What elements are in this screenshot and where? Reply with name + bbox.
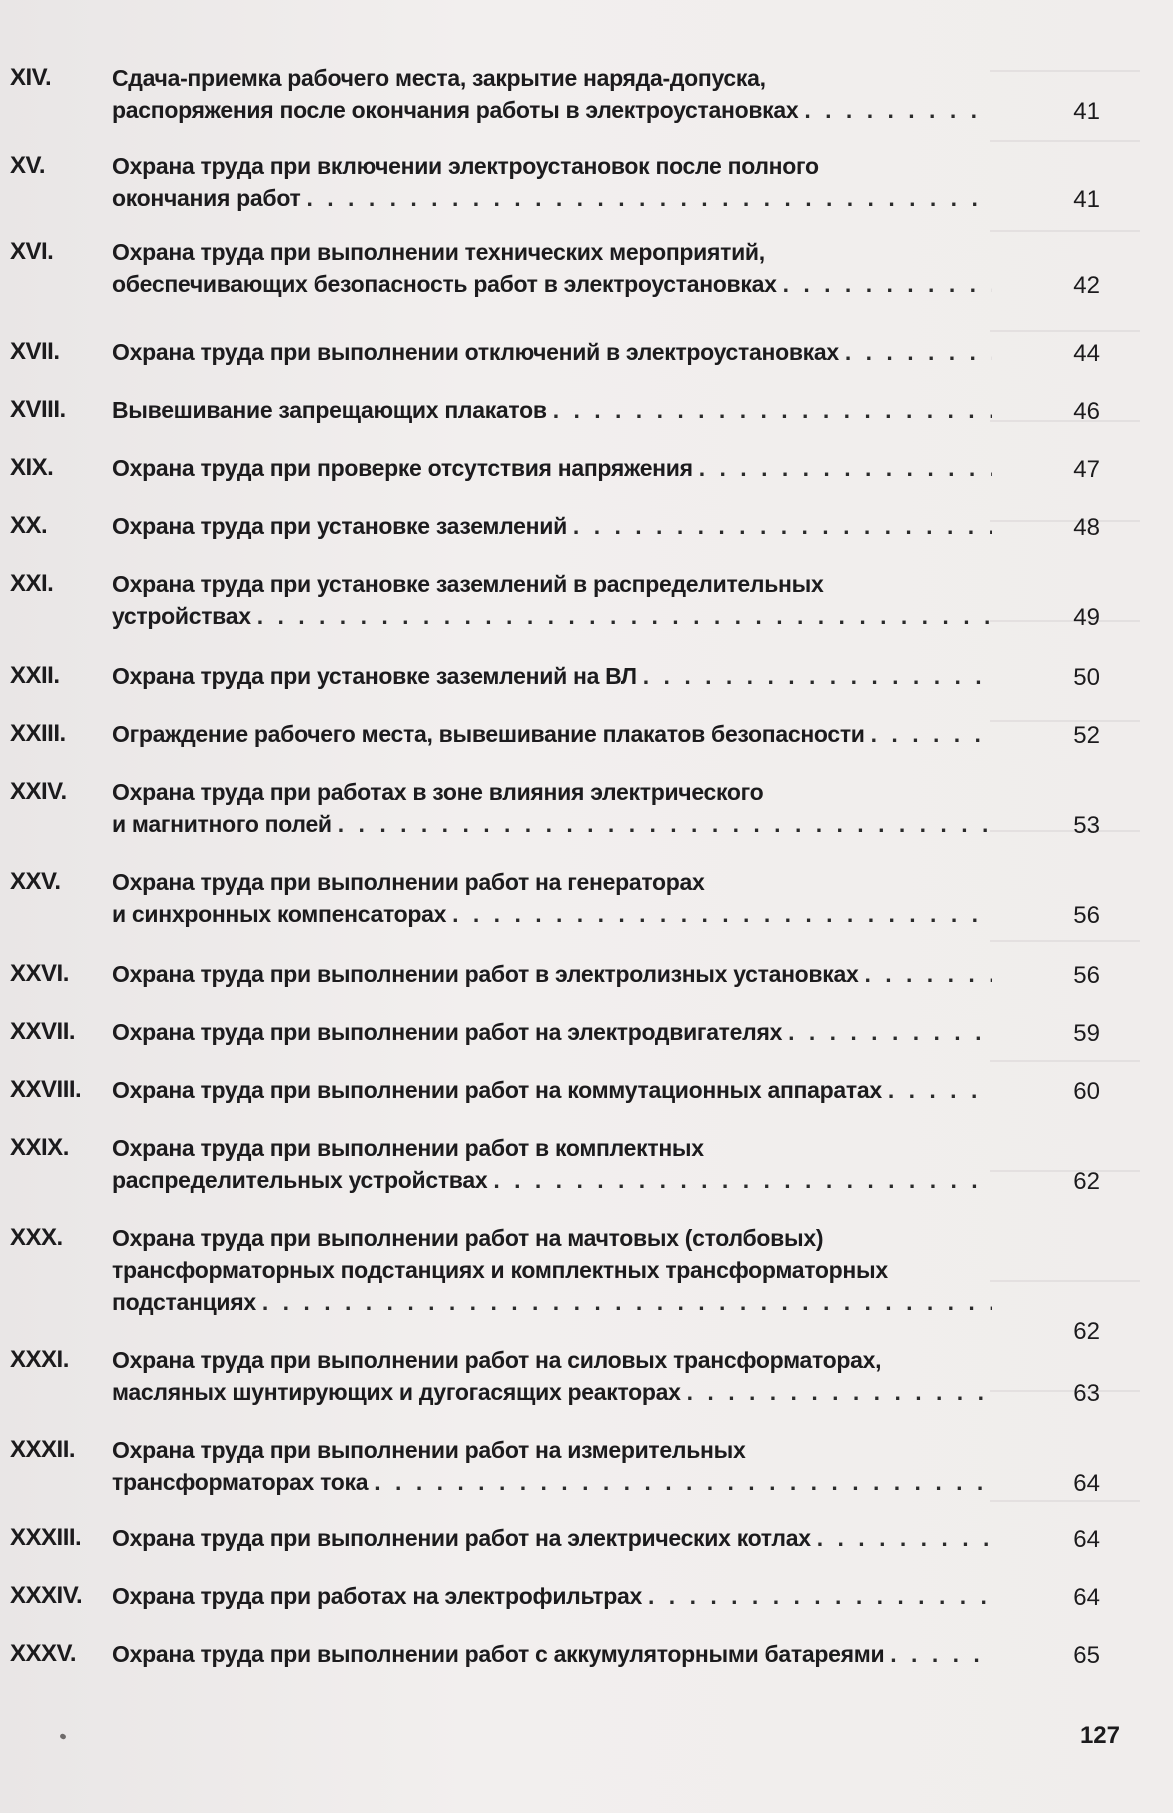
chapter-number: XXII. (10, 662, 60, 689)
chapter-number: XIV. (10, 64, 52, 91)
toc-page-number: 48 (1073, 514, 1100, 541)
dot-leader (817, 1522, 992, 1554)
chapter-number: XIX. (10, 454, 54, 481)
chapter-title (112, 1580, 992, 1612)
chapter-number: XXVIII. (10, 1076, 82, 1103)
chapter-title-line (112, 1286, 992, 1318)
chapter-title-text: трансформаторах тока (112, 1469, 369, 1495)
chapter-number: XX. (10, 512, 48, 539)
chapter-title-line (112, 1016, 992, 1048)
chapter-title (112, 1344, 992, 1408)
dot-leader (804, 94, 992, 126)
toc-page-number: 46 (1073, 398, 1100, 425)
chapter-number: XVI. (10, 238, 54, 265)
chapter-title (112, 718, 992, 750)
chapter-title-line (112, 336, 992, 368)
toc-page-number: 60 (1073, 1078, 1100, 1105)
chapter-number: XXIII. (10, 720, 66, 747)
toc-page-number: 53 (1073, 812, 1100, 839)
chapter-title-line (112, 1254, 992, 1286)
chapter-number: XXXV. (10, 1640, 76, 1667)
dot-leader (687, 1376, 992, 1408)
chapter-title-text: Охрана труда при работах в зоне влияния электрического (112, 779, 764, 805)
toc-page-number: 62 (1073, 1168, 1100, 1195)
chapter-title-text: Вывешивание запрещающих плакатов (112, 397, 547, 423)
dot-leader (890, 1638, 992, 1670)
chapter-title-text: Охрана труда при выполнении работ на генераторах (112, 869, 705, 895)
chapter-title-text: Охрана труда при выполнении работ на электродвигателях (112, 1019, 783, 1045)
dot-leader (553, 394, 992, 426)
chapter-title-text: окончания работ (112, 185, 301, 211)
chapter-title-line (112, 1466, 992, 1498)
toc-page-number: 62 (1073, 1318, 1100, 1345)
chapter-title (112, 1638, 992, 1670)
chapter-number: XXIX. (10, 1134, 69, 1161)
chapter-title-text: Охрана труда при установке заземлений в распределительных (112, 571, 824, 597)
chapter-title-line (112, 1132, 992, 1164)
chapter-title-text: и синхронных компенсаторах (112, 901, 447, 927)
dot-leader (845, 336, 992, 368)
dot-leader (573, 510, 992, 542)
chapter-title-line (112, 776, 992, 808)
chapter-title (112, 776, 992, 840)
chapter-number: XXXIV. (10, 1582, 83, 1609)
toc-page-number: 59 (1073, 1020, 1100, 1047)
chapter-title-line (112, 600, 992, 632)
toc-page-number: 41 (1073, 186, 1100, 213)
paper-speck (59, 1733, 67, 1740)
dot-leader (452, 898, 992, 930)
dot-leader (871, 718, 992, 750)
dot-leader (648, 1580, 992, 1612)
chapter-title-text: Охрана труда при установке заземлений (112, 513, 567, 539)
chapter-title-line (112, 1638, 992, 1670)
toc-page-number: 50 (1073, 664, 1100, 691)
chapter-number: XVIII. (10, 396, 66, 423)
chapter-title-text: Охрана труда при выполнении работ в электролизных установках (112, 961, 859, 987)
chapter-title-text: Охрана труда при выполнении работ с аккумуляторными батареями (112, 1641, 885, 1667)
chapter-title (112, 510, 992, 542)
chapter-title-text: Охрана труда при установке заземлений на ВЛ (112, 663, 637, 689)
toc-page-number: 42 (1073, 272, 1100, 299)
chapter-title-line (112, 1434, 992, 1466)
chapter-title-line (112, 1074, 992, 1106)
dot-leader (257, 600, 992, 632)
chapter-title-line (112, 268, 992, 300)
chapter-title-line (112, 808, 992, 840)
chapter-title-line (112, 568, 992, 600)
chapter-title-line (112, 1522, 992, 1554)
toc-page-number: 64 (1073, 1584, 1100, 1611)
toc-page-number: 44 (1073, 340, 1100, 367)
toc-page-number: 41 (1073, 98, 1100, 125)
toc-page-number: 56 (1073, 902, 1100, 929)
chapter-title-line (112, 866, 992, 898)
chapter-number: XXXII. (10, 1436, 76, 1463)
chapter-title-text: подстанциях (112, 1289, 256, 1315)
dot-leader (783, 268, 992, 300)
chapter-title (112, 1074, 992, 1106)
chapter-title-text: и магнитного полей (112, 811, 332, 837)
chapter-title-line (112, 898, 992, 930)
chapter-title-line (112, 1580, 992, 1612)
chapter-title-text: обеспечивающих безопасность работ в электроустановках (112, 271, 777, 297)
chapter-number: XXXI. (10, 1346, 69, 1373)
toc-page-number: 64 (1073, 1526, 1100, 1553)
toc-page-number: 64 (1073, 1470, 1100, 1497)
chapter-title (112, 958, 992, 990)
chapter-number: XXX. (10, 1224, 63, 1251)
chapter-title-text: Охрана труда при выполнении работ на силовых трансформаторах, (112, 1347, 882, 1373)
chapter-number: XXV. (10, 868, 61, 895)
dot-leader (643, 660, 992, 692)
chapter-title-line (112, 452, 992, 484)
dot-leader (493, 1164, 992, 1196)
page-number: 127 (1079, 1722, 1120, 1749)
chapter-title-text: Охрана труда при выполнении работ на измерительных (112, 1437, 746, 1463)
chapter-title (112, 336, 992, 368)
dot-leader (864, 958, 992, 990)
chapter-title (112, 1132, 992, 1196)
chapter-title-text: устройствах (112, 603, 251, 629)
chapter-title-text: Охрана труда при выполнении работ на электрических котлах (112, 1525, 811, 1551)
chapter-title-line (112, 958, 992, 990)
chapter-title (112, 1016, 992, 1048)
toc-page-number: 49 (1073, 604, 1100, 631)
chapter-title (112, 568, 992, 632)
chapter-title-line (112, 62, 992, 94)
dot-leader (374, 1466, 992, 1498)
chapter-title-line (112, 1164, 992, 1196)
chapter-title (112, 1222, 992, 1318)
chapter-title-line (112, 660, 992, 692)
chapter-number: XXVI. (10, 960, 69, 987)
chapter-title-text: распределительных устройствах (112, 1167, 488, 1193)
chapter-title-text: Охрана труда при выполнении работ на мачтовых (столбовых) (112, 1225, 824, 1251)
chapter-title-line (112, 510, 992, 542)
toc-page-number: 65 (1073, 1642, 1100, 1669)
dot-leader (888, 1074, 992, 1106)
chapter-title-line (112, 150, 992, 182)
chapter-title (112, 660, 992, 692)
chapter-title-text: Охрана труда при проверке отсутствия напряжения (112, 455, 693, 481)
dot-leader (306, 182, 992, 214)
chapter-title-line (112, 718, 992, 750)
dot-leader (262, 1286, 992, 1318)
chapter-title-line (112, 236, 992, 268)
dot-leader (788, 1016, 992, 1048)
chapter-title (112, 1522, 992, 1554)
chapter-title-line (112, 1344, 992, 1376)
chapter-title (112, 394, 992, 426)
chapter-title-text: масляных шунтирующих и дугогасящих реакторах (112, 1379, 681, 1405)
chapter-title-line (112, 1222, 992, 1254)
chapter-number: XVII. (10, 338, 60, 365)
chapter-number: XXI. (10, 570, 54, 597)
chapter-title-text: распоряжения после окончания работы в электроустановках (112, 97, 799, 123)
chapter-title (112, 1434, 992, 1498)
chapter-title (112, 150, 992, 214)
chapter-title-line (112, 182, 992, 214)
chapter-title-text: Охрана труда при выполнении работ в комплектных (112, 1135, 704, 1161)
chapter-title (112, 62, 992, 126)
chapter-number: XXXIII. (10, 1524, 82, 1551)
dot-leader (699, 452, 992, 484)
chapter-title-text: Охрана труда при выполнении работ на коммутационных аппаратах (112, 1077, 882, 1103)
toc-page-number: 47 (1073, 456, 1100, 483)
chapter-title-text: Ограждение рабочего места, вывешивание плакатов безопасности (112, 721, 865, 747)
chapter-title (112, 866, 992, 930)
toc-page-number: 52 (1073, 722, 1100, 749)
chapter-title-line (112, 94, 992, 126)
chapter-title (112, 236, 992, 300)
chapter-title-line (112, 394, 992, 426)
chapter-title-text: Сдача-приемка рабочего места, закрытие наряда-допуска, (112, 65, 766, 91)
dot-leader (338, 808, 992, 840)
chapter-title-line (112, 1376, 992, 1408)
chapter-title-text: Охрана труда при выполнении отключений в электроустановках (112, 339, 839, 365)
chapter-title (112, 452, 992, 484)
chapter-number: XXIV. (10, 778, 67, 805)
chapter-title-text: Охрана труда при выполнении технических мероприятий, (112, 239, 765, 265)
chapter-title-text: Охрана труда при включении электроустановок после полного (112, 153, 819, 179)
toc-page-number: 63 (1073, 1380, 1100, 1407)
chapter-title-text: Охрана труда при работах на электрофильтрах (112, 1583, 643, 1609)
chapter-number: XXVII. (10, 1018, 76, 1045)
toc-page-number: 56 (1073, 962, 1100, 989)
chapter-title-text: трансформаторных подстанциях и комплектных трансформаторных (112, 1257, 888, 1283)
chapter-number: XV. (10, 152, 45, 179)
